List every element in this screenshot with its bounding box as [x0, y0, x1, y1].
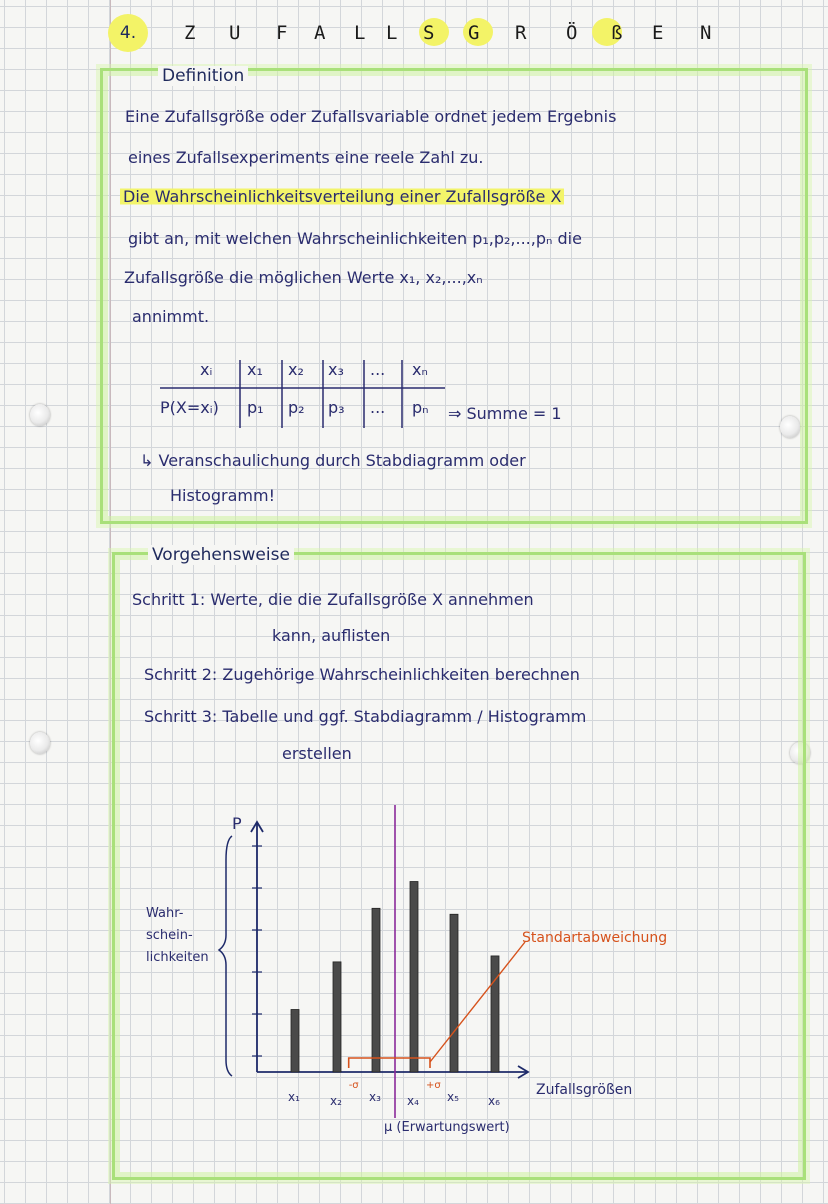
x-tick-label: x₂ — [330, 1094, 342, 1108]
procedure-heading: Vorgehensweise — [148, 545, 294, 565]
visualization-note: ↳ Veranschaulichung durch Stabdiagramm oder — [140, 451, 526, 470]
x-tick-label: x₆ — [488, 1094, 500, 1108]
table-cell: xᵢ — [200, 360, 213, 379]
definition-line: Eine Zufallsgröße oder Zufallsvariable ordnet jedem Ergebnis — [125, 107, 617, 126]
side-label: Wahr- — [146, 906, 184, 921]
section-number: 4. — [119, 23, 137, 43]
bar — [372, 908, 380, 1072]
title-letter: A — [314, 22, 326, 44]
definition-line: annimmt. — [132, 307, 210, 326]
definition-line: Zufallsgröße die möglichen Werte x₁, x₂,...,xₙ — [124, 268, 483, 287]
bar — [450, 914, 458, 1072]
x-tick-label: x₁ — [288, 1090, 300, 1104]
procedure-step: Schritt 1: Werte, die die Zufallsgröße X annehmen — [132, 590, 534, 609]
definition-line: eines Zufallsexperiments eine reele Zahl zu. — [128, 148, 484, 167]
table-cell: x₃ — [328, 360, 344, 379]
table-cell: ... — [370, 398, 386, 417]
procedure-step: Schritt 3: Tabelle und ggf. Stabdiagramm / Histogramm — [144, 707, 587, 726]
mean-label: μ (Erwartungswert) — [384, 1120, 510, 1135]
brace — [219, 836, 232, 1076]
title-letter: E — [652, 22, 664, 44]
side-label: schein- — [146, 928, 193, 943]
title-letter: L — [354, 22, 366, 44]
definition-line: gibt an, mit welchen Wahrscheinlichkeiten p₁,p₂,...,pₙ die — [128, 229, 582, 248]
std-pointer — [430, 942, 525, 1062]
side-label: lichkeiten — [146, 950, 209, 965]
table-cell: x₁ — [247, 360, 263, 379]
title-letter: F — [276, 22, 288, 44]
table-cell: p₂ — [288, 398, 305, 417]
distribution-term: Die Wahrscheinlichkeitsverteilung einer Zufallsgröße X — [120, 187, 564, 206]
sum-note: ⇒ Summe = 1 — [448, 404, 562, 423]
title-letter: Z — [184, 22, 196, 44]
bar — [491, 956, 499, 1072]
procedure-step: kann, auflisten — [272, 626, 391, 645]
x-axis-label: Zufallsgrößen — [536, 1082, 633, 1098]
title-letter: L — [386, 22, 398, 44]
std-mark-minus: -σ — [348, 1080, 359, 1091]
procedure-step: erstellen — [282, 744, 352, 763]
bar — [410, 882, 418, 1072]
x-tick-label: x₄ — [407, 1094, 419, 1108]
procedure-step: Schritt 2: Zugehörige Wahrscheinlichkeiten berechnen — [144, 665, 580, 684]
table-cell: xₙ — [412, 360, 428, 379]
title-letter: S — [423, 22, 435, 44]
title-letter: R — [515, 22, 527, 44]
bar — [333, 962, 341, 1072]
title-letter: U — [229, 22, 241, 44]
y-axis-label: P — [232, 814, 242, 833]
table-cell: p₁ — [247, 398, 264, 417]
table-cell: P(X=xᵢ) — [160, 398, 219, 417]
title-letter: N — [700, 22, 712, 44]
table-cell: pₙ — [412, 398, 429, 417]
title-letter: G — [468, 22, 480, 44]
std-label: Standartabweichung — [522, 930, 668, 946]
x-tick-label: x₅ — [447, 1090, 459, 1104]
title-letter: ß — [611, 22, 623, 44]
title-letter: Ö — [566, 22, 578, 44]
std-mark-plus: +σ — [426, 1080, 441, 1091]
table-cell: p₃ — [328, 398, 345, 417]
definition-heading: Definition — [158, 66, 248, 86]
visualization-note: Histogramm! — [170, 486, 275, 505]
table-cell: x₂ — [288, 360, 304, 379]
x-tick-label: x₃ — [369, 1090, 381, 1104]
table-cell: ... — [370, 360, 386, 379]
bar — [291, 1010, 299, 1073]
